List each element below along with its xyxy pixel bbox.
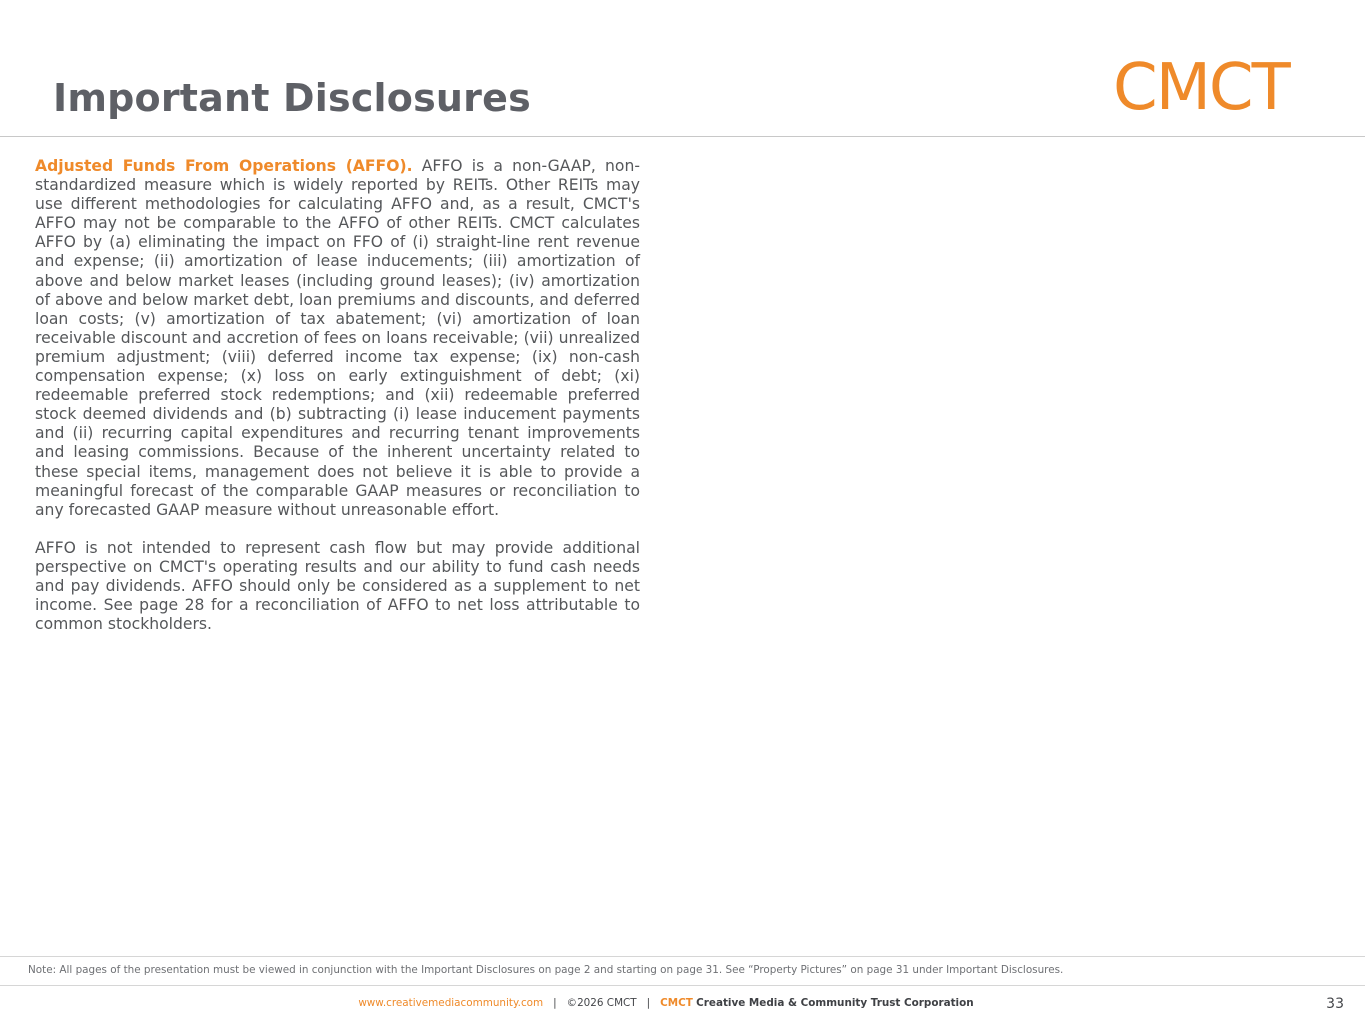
cmct-logo: CMCT [1113,51,1289,125]
footer-brand: CMCT [660,997,693,1009]
affo-paragraph [35,157,640,520]
disclosure-body [35,157,640,653]
affo-limitations-paragraph: AFFO is not intended to represent cash flow but may provide additional perspective on CMCT's operating results and our ability to fund cash needs and pay dividends. AFFO should only be considered as a supplement to net income. See page 28 for a reconciliation of AFFO to net loss attributable to common stockholders. [35,538,640,634]
footer-note: Note: All pages of the presentation must be viewed in conjunction with the Important Disclosures on page 2 and starting on page 31. See “Property Pictures” on page 31 under Important Disclosures. [28,964,1064,976]
footer-bar [0,996,1332,1011]
footer-divider-bottom [0,985,1365,986]
page-title: Important Disclosures [53,76,531,120]
footer-separator: | [553,997,557,1009]
website-link[interactable]: www.creativemediacommunity.com [358,997,544,1009]
footer-divider-top [0,956,1365,957]
copyright: ©2026 CMCT [566,997,637,1009]
page-number: 33 [1326,996,1344,1012]
affo-definition: AFFO is a non-GAAP, non-standardized measure which is widely reported by REITs. Other REITs may use different methodologies for calculating AFFO and, as a result, CMCT's AFFO may not be comparable to the AFFO of other REITs. CMCT calculates AFFO by (a) eliminating the impact on FFO of (i) straight-line rent revenue and expense; (ii) amortization of lease inducements; (iii) amortization of above and below market leases (including ground leases); (iv) amortization of above and below market debt, loan premiums and discounts, and deferred loan costs; (v) amortization of tax abatement; (vi) amortization of loan receivable discount and accretion of fees on loans receivable; (vii) unrealized premium adjustment; (viii) deferred income tax expense; (ix) non-cash compensation expense; (x) loss on early extinguishment of debt; (xi) redeemable preferred stock redemptions; and (xii) redeemable preferred stock deemed dividends and (b) subtracting (i) lease inducement payments and (ii) recurring capital expenditures and recurring tenant improvements and leasing commissions. Because of the inherent uncertainty related to these special items, management does not believe it is able to provide a meaningful forecast of the comparable GAAP measures or reconciliation to any forecasted GAAP measure without unreasonable effort. [35,157,640,519]
footer-company-name: Creative Media & Community Trust Corporation [696,997,974,1009]
footer-separator: | [646,997,651,1009]
header-divider [0,136,1365,137]
affo-term: Adjusted Funds From Operations (AFFO). [35,157,413,175]
